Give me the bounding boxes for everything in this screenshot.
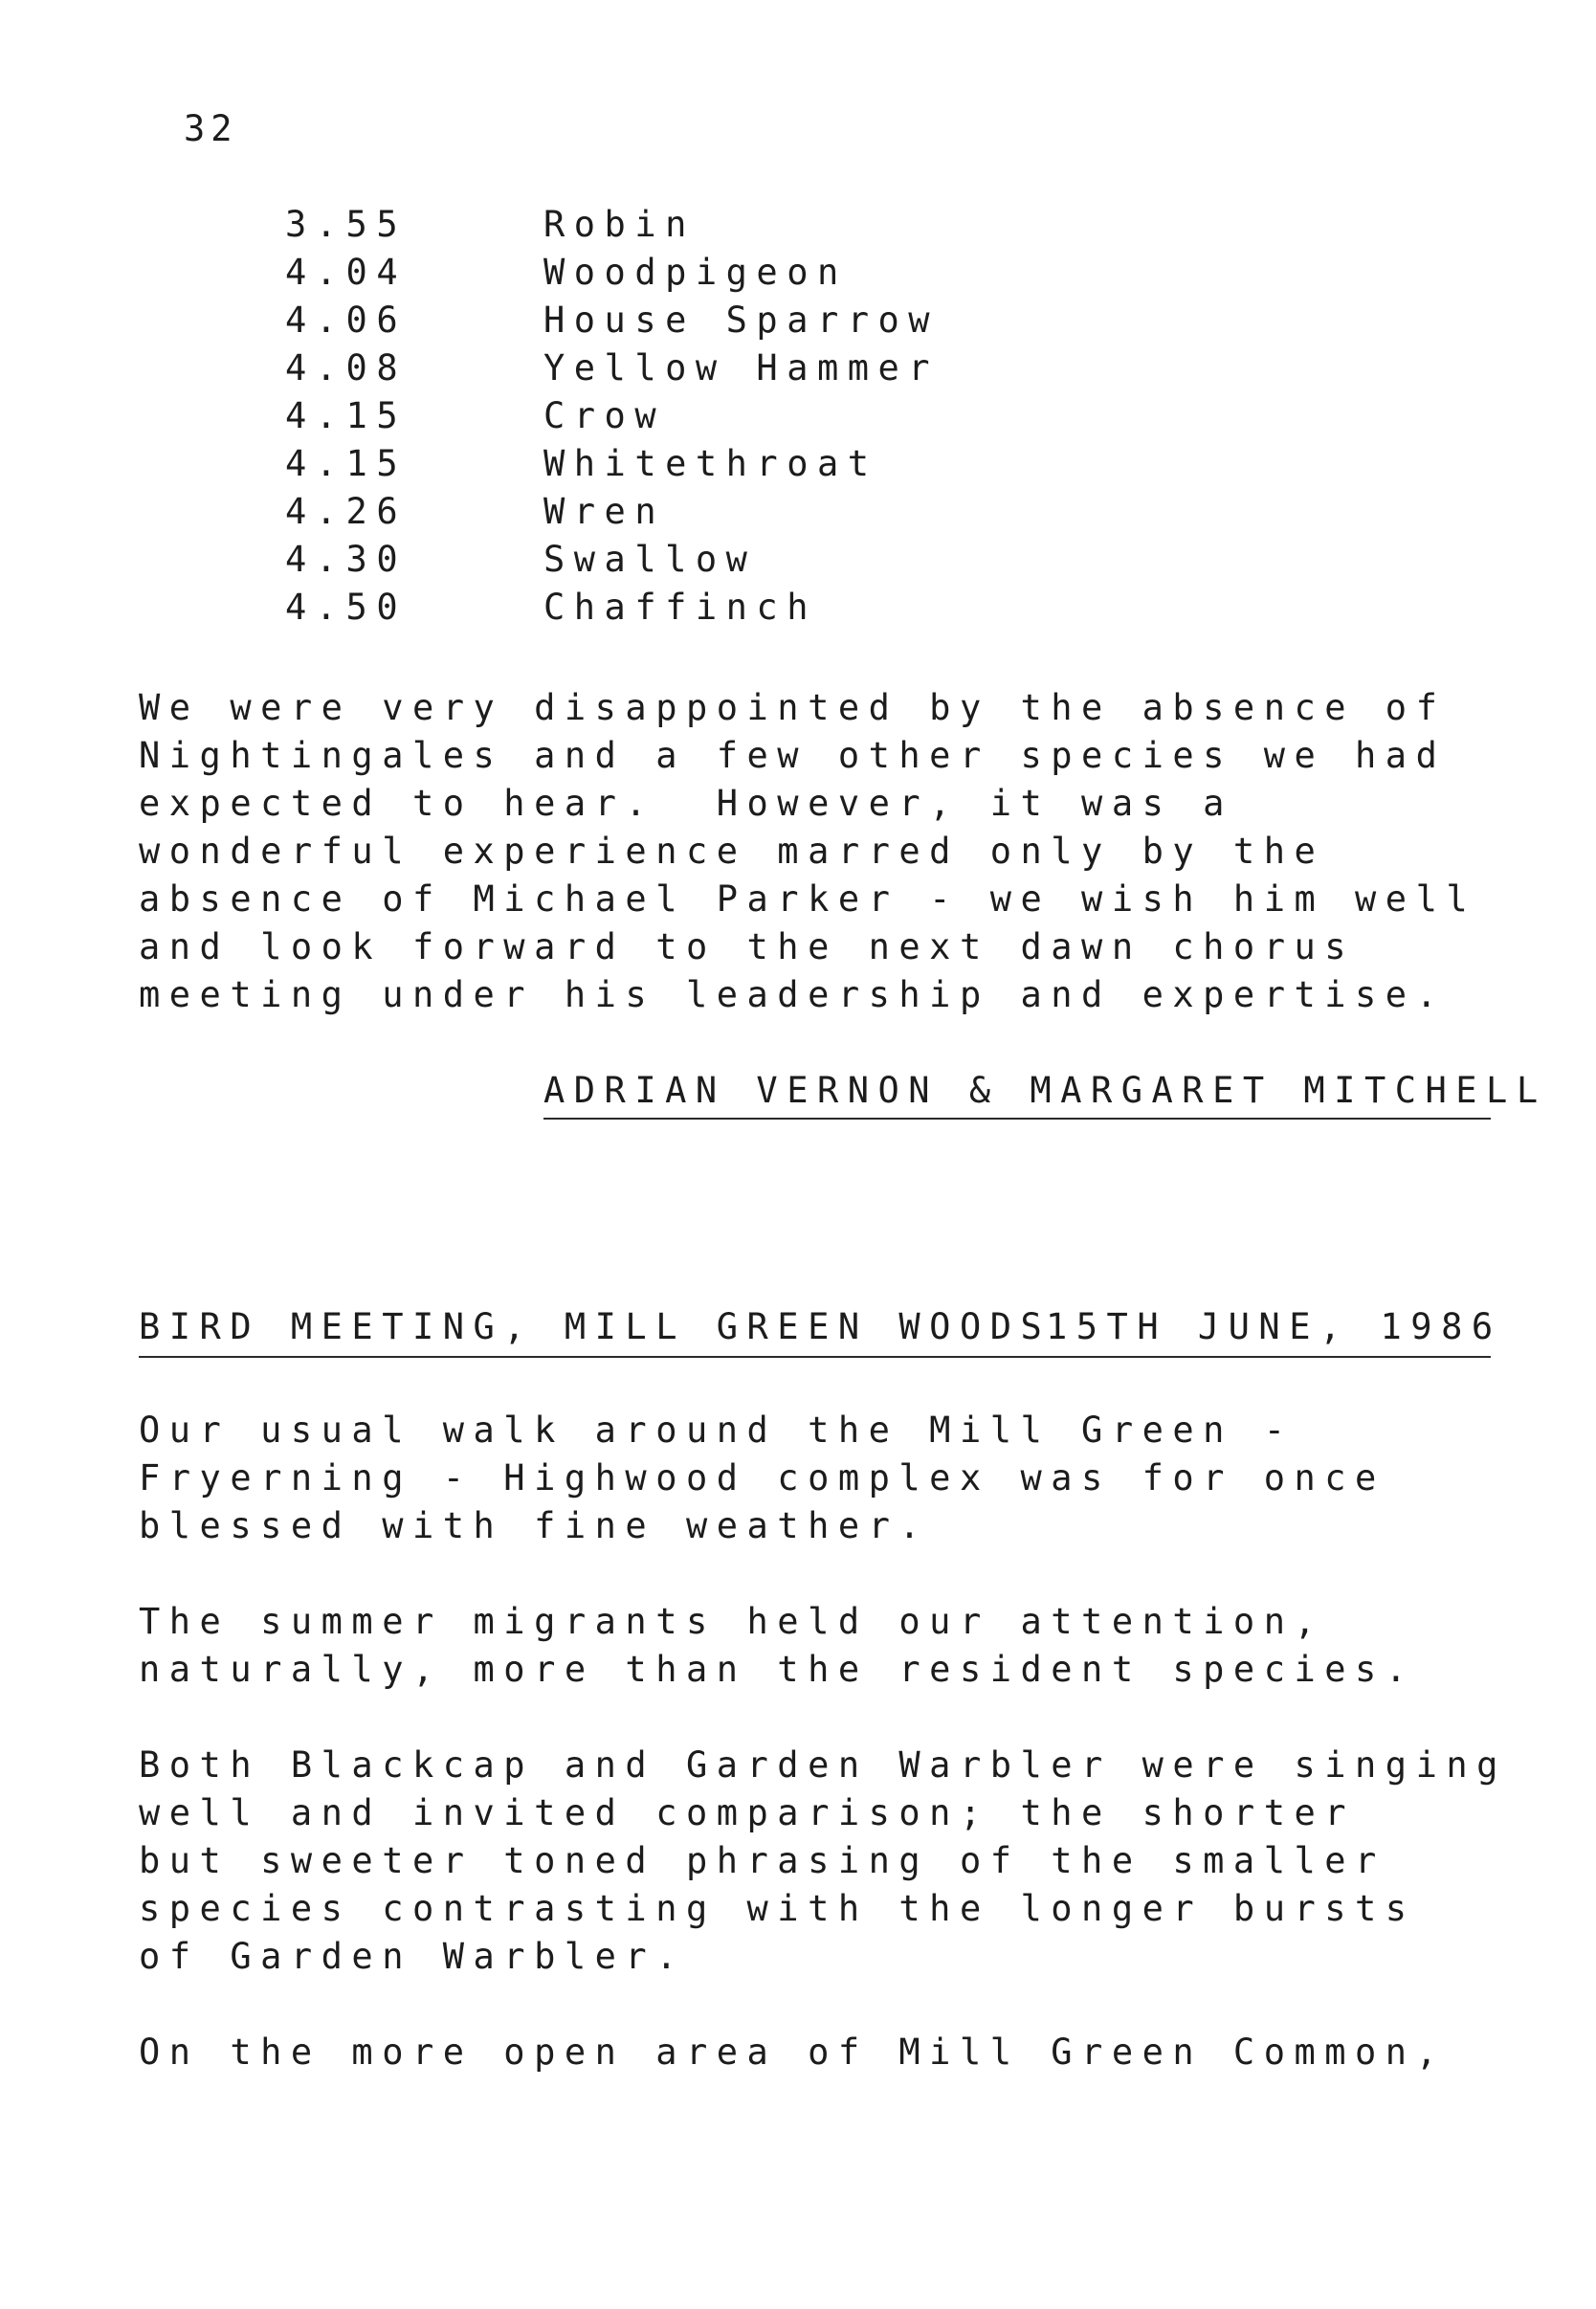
sighting-time: 4.50: [285, 587, 408, 628]
author-signature: ADRIAN VERNON & MARGARET MITCHELL: [543, 1070, 1547, 1111]
page-number: 32: [184, 108, 238, 149]
sighting-bird: Yellow Hammer: [543, 347, 940, 389]
sighting-time: 4.26: [285, 491, 408, 532]
paragraph-line: blessed with fine weather.: [139, 1505, 930, 1546]
sighting-row: [285, 297, 1146, 344]
body-paragraph: [139, 1598, 1497, 1694]
paragraph-line: well and invited comparison; the shorter: [139, 1792, 1356, 1833]
paragraph-line: The summer migrants held our attention,: [139, 1601, 1325, 1642]
paragraph-line: On the more open area of Mill Green Common,: [139, 2031, 1447, 2073]
sighting-bird: Crow: [543, 395, 666, 436]
sighting-bird: Wren: [543, 491, 666, 532]
sighting-time: 4.08: [285, 347, 408, 389]
paragraph-line: species contrasting with the longer bursts: [139, 1888, 1416, 1929]
sighting-row: [285, 249, 1146, 297]
section-title: BIRD MEETING, MILL GREEN WOODS: [139, 1306, 1052, 1347]
sighting-bird: House Sparrow: [543, 300, 940, 341]
paragraph-line: wonderful experience marred only by the: [139, 831, 1325, 872]
sighting-bird: Chaffinch: [543, 587, 817, 628]
paragraph-line: but sweeter toned phrasing of the smaller: [139, 1840, 1385, 1881]
paragraph-line: absence of Michael Parker - we wish him well: [139, 878, 1477, 920]
sighting-bird: Whitethroat: [543, 443, 878, 484]
paragraph-line: Fryerning - Highwood complex was for once: [139, 1457, 1385, 1499]
paragraph-line: We were very disappointed by the absence of: [139, 687, 1447, 728]
paragraph-line: Nightingales and a few other species we had: [139, 735, 1447, 776]
paragraph-line: and look forward to the next dawn chorus: [139, 926, 1356, 967]
sighting-time: 3.55: [285, 204, 408, 245]
signature-underline: [543, 1118, 1491, 1120]
sighting-row: [285, 344, 1146, 392]
section-heading: [139, 1306, 1502, 1354]
section-date: 15TH JUNE, 1986: [1046, 1306, 1502, 1347]
paragraph-line: Both Blackcap and Garden Warbler were singing: [139, 1744, 1507, 1786]
body-paragraph: [139, 2029, 1497, 2076]
sighting-bird: Robin: [543, 204, 696, 245]
sighting-time: 4.06: [285, 300, 408, 341]
sighting-row: [285, 392, 1146, 440]
sighting-time: 4.15: [285, 443, 408, 484]
sighting-row: [285, 201, 1146, 249]
sighting-time: 4.15: [285, 395, 408, 436]
paragraph-line: Our usual walk around the Mill Green -: [139, 1410, 1295, 1451]
sighting-row: [285, 536, 1146, 584]
sighting-bird: Woodpigeon: [543, 252, 848, 293]
paragraph-line: of Garden Warbler.: [139, 1936, 686, 1977]
sighting-time: 4.30: [285, 539, 408, 580]
paragraph-line: expected to hear. However, it was a: [139, 783, 1233, 824]
sightings-list: [285, 201, 1146, 632]
body-paragraph: [139, 1742, 1507, 1981]
sighting-row: [285, 584, 1146, 632]
paragraph-line: meeting under his leadership and expertise.: [139, 974, 1447, 1015]
sighting-bird: Swallow: [543, 539, 757, 580]
sighting-time: 4.04: [285, 252, 408, 293]
section-heading-underline: [139, 1356, 1491, 1358]
sighting-row: [285, 440, 1146, 488]
closing-paragraph: [139, 684, 1497, 1019]
paragraph-line: naturally, more than the resident species.: [139, 1649, 1416, 1690]
sighting-row: [285, 488, 1146, 536]
body-paragraph: [139, 1407, 1497, 1550]
